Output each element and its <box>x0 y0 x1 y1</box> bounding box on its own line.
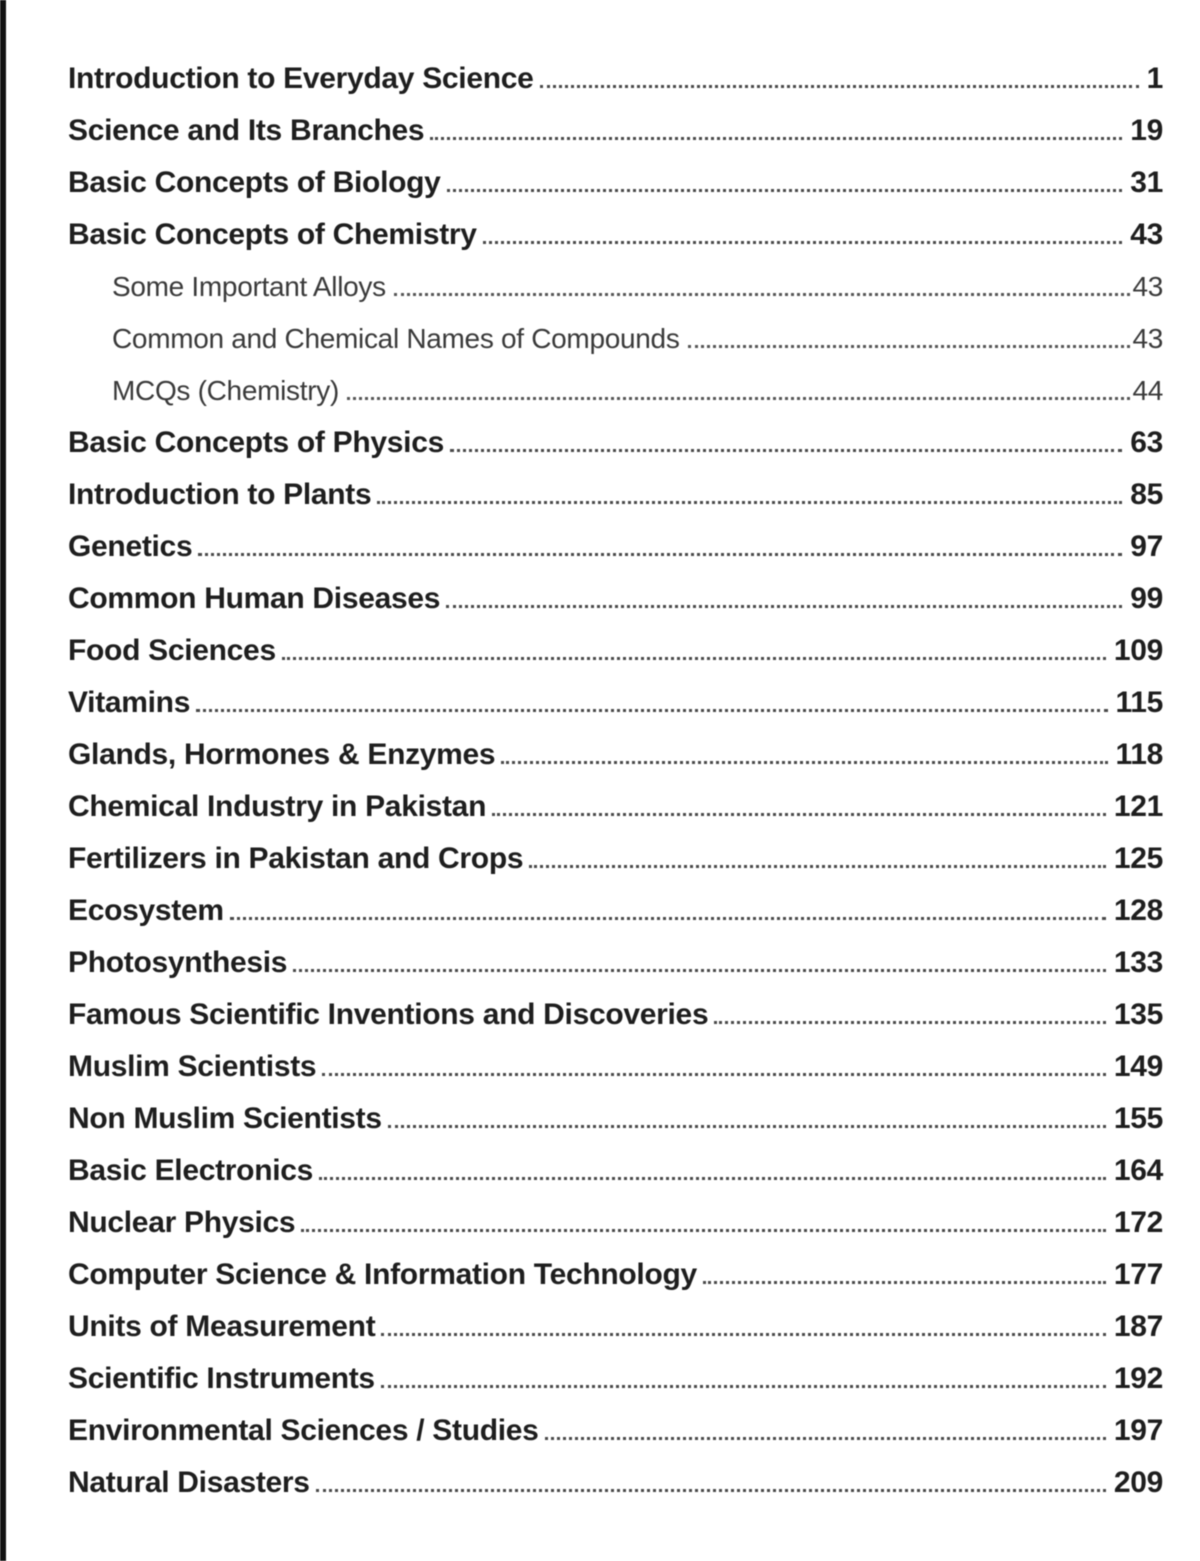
dot-leader <box>545 1437 1106 1440</box>
toc-entry <box>68 521 1163 573</box>
toc-entry <box>68 989 1163 1041</box>
toc-entry-page-number: 97 <box>1130 530 1163 563</box>
toc-entry-title: Science and Its Branches <box>68 114 425 147</box>
toc-entry <box>68 573 1163 625</box>
toc-entry <box>68 313 1163 365</box>
toc-entry-title: Vitamins <box>68 686 191 719</box>
toc-entry-title: Units of Measurement <box>68 1310 376 1343</box>
toc-entry <box>68 781 1163 833</box>
toc-entry <box>68 1145 1163 1197</box>
dot-leader <box>447 189 1123 192</box>
toc-entry-title: Fertilizers in Pakistan and Crops <box>68 842 524 875</box>
dot-leader <box>529 865 1106 868</box>
dot-leader <box>483 241 1123 244</box>
dot-leader <box>381 1333 1105 1336</box>
toc-entry <box>68 729 1163 781</box>
toc-entry-page-number: 109 <box>1113 634 1163 667</box>
toc-entry-page-number: 121 <box>1113 790 1163 823</box>
toc-entry-page-number: 118 <box>1115 738 1163 771</box>
toc-entry-page-number: 44 <box>1132 375 1163 406</box>
toc-entry-page-number: 115 <box>1115 686 1163 719</box>
toc-entry-page-number: 125 <box>1113 842 1163 875</box>
toc-entry-title: Basic Concepts of Physics <box>68 426 444 459</box>
dot-leader <box>492 813 1106 816</box>
toc-entry <box>68 677 1163 729</box>
toc-entry-page-number: 149 <box>1113 1050 1163 1083</box>
toc-entry-title: Food Sciences <box>68 634 276 667</box>
toc-entry-title: Introduction to Plants <box>68 478 372 511</box>
dot-leader <box>450 449 1122 452</box>
toc-entry-title: Nuclear Physics <box>68 1206 296 1239</box>
toc-entry <box>68 209 1163 261</box>
toc-entry <box>68 157 1163 209</box>
toc-entry <box>68 365 1163 417</box>
toc-entry-page-number: 19 <box>1130 114 1163 147</box>
toc-entry <box>68 417 1163 469</box>
dot-leader <box>688 345 1131 348</box>
toc-entry-title: Muslim Scientists <box>68 1050 317 1083</box>
toc-entry-title: Scientific Instruments <box>68 1362 375 1395</box>
toc-entry-title: Basic Concepts of Chemistry <box>68 218 477 251</box>
dot-leader <box>394 293 1131 296</box>
dot-leader <box>230 917 1106 920</box>
toc-entry <box>68 1405 1163 1457</box>
toc-entry <box>68 1093 1163 1145</box>
toc-list <box>68 53 1163 1509</box>
toc-entry <box>68 1249 1163 1301</box>
toc-entry <box>68 261 1163 313</box>
dot-leader <box>446 605 1122 608</box>
toc-entry <box>68 885 1163 937</box>
dot-leader <box>198 553 1122 556</box>
toc-entry-page-number: 43 <box>1130 218 1163 251</box>
toc-entry-title: Non Muslim Scientists <box>68 1102 382 1135</box>
toc-entry-title: Introduction to Everyday Science <box>68 62 534 95</box>
toc-entry-page-number: 1 <box>1146 62 1163 95</box>
toc-entry-title: Photosynthesis <box>68 946 288 979</box>
toc-entry-page-number: 192 <box>1113 1362 1163 1395</box>
toc-entry <box>68 1301 1163 1353</box>
toc-entry <box>68 1353 1163 1405</box>
dot-leader <box>319 1177 1106 1180</box>
toc-entry-title: Glands, Hormones & Enzymes <box>68 738 496 771</box>
dot-leader <box>322 1073 1106 1076</box>
toc-entry-title: Genetics <box>68 530 193 563</box>
toc-entry-page-number: 177 <box>1113 1258 1163 1291</box>
toc-entry-page-number: 209 <box>1113 1466 1163 1499</box>
toc-entry-title: Famous Scientific Inventions and Discoveries <box>68 998 709 1031</box>
toc-entry-page-number: 43 <box>1132 323 1163 354</box>
toc-entry-page-number: 135 <box>1113 998 1163 1031</box>
toc-entry-title: Some Important Alloys <box>112 271 386 302</box>
toc-entry-title: Basic Electronics <box>68 1154 314 1187</box>
toc-entry-title: Basic Concepts of Biology <box>68 166 441 199</box>
dot-leader <box>282 657 1106 660</box>
dot-leader <box>388 1125 1106 1128</box>
toc-entry-page-number: 43 <box>1132 271 1163 302</box>
scan-edge-strip <box>0 0 6 1561</box>
dot-leader <box>501 761 1107 764</box>
toc-entry <box>68 53 1163 105</box>
toc-entry <box>68 625 1163 677</box>
toc-entry <box>68 937 1163 989</box>
dot-leader <box>293 969 1106 972</box>
toc-entry-title: Chemical Industry in Pakistan <box>68 790 487 823</box>
toc-entry-page-number: 99 <box>1130 582 1163 615</box>
toc-entry-title: Environmental Sciences / Studies <box>68 1414 539 1447</box>
toc-entry-title: Computer Science & Information Technology <box>68 1258 697 1291</box>
toc-entry <box>68 1197 1163 1249</box>
dot-leader <box>316 1489 1106 1492</box>
toc-entry-page-number: 155 <box>1113 1102 1163 1135</box>
toc-entry-page-number: 172 <box>1113 1206 1163 1239</box>
toc-entry-page-number: 187 <box>1113 1310 1163 1343</box>
toc-entry <box>68 105 1163 157</box>
toc-entry-title: Common and Chemical Names of Compounds <box>112 323 680 354</box>
dot-leader <box>381 1385 1106 1388</box>
toc-entry-page-number: 63 <box>1130 426 1163 459</box>
toc-entry-page-number: 133 <box>1113 946 1163 979</box>
toc-entry-title: Common Human Diseases <box>68 582 441 615</box>
dot-leader <box>540 85 1139 88</box>
dot-leader <box>196 709 1107 712</box>
toc-entry <box>68 1457 1163 1509</box>
toc-entry-title: Ecosystem <box>68 894 224 927</box>
dot-leader <box>703 1281 1106 1284</box>
toc-entry-page-number: 85 <box>1130 478 1163 511</box>
toc-entry-page-number: 164 <box>1113 1154 1163 1187</box>
toc-entry <box>68 833 1163 885</box>
dot-leader <box>714 1021 1106 1024</box>
toc-entry <box>68 469 1163 521</box>
dot-leader <box>377 501 1122 504</box>
toc-entry-title: MCQs (Chemistry) <box>112 375 339 406</box>
dot-leader <box>347 397 1130 400</box>
toc-entry-page-number: 197 <box>1113 1414 1163 1447</box>
toc-entry-page-number: 31 <box>1130 166 1163 199</box>
dot-leader <box>430 137 1122 140</box>
dot-leader <box>301 1229 1106 1232</box>
toc-entry <box>68 1041 1163 1093</box>
toc-entry-title: Natural Disasters <box>68 1466 310 1499</box>
toc-entry-page-number: 128 <box>1113 894 1163 927</box>
